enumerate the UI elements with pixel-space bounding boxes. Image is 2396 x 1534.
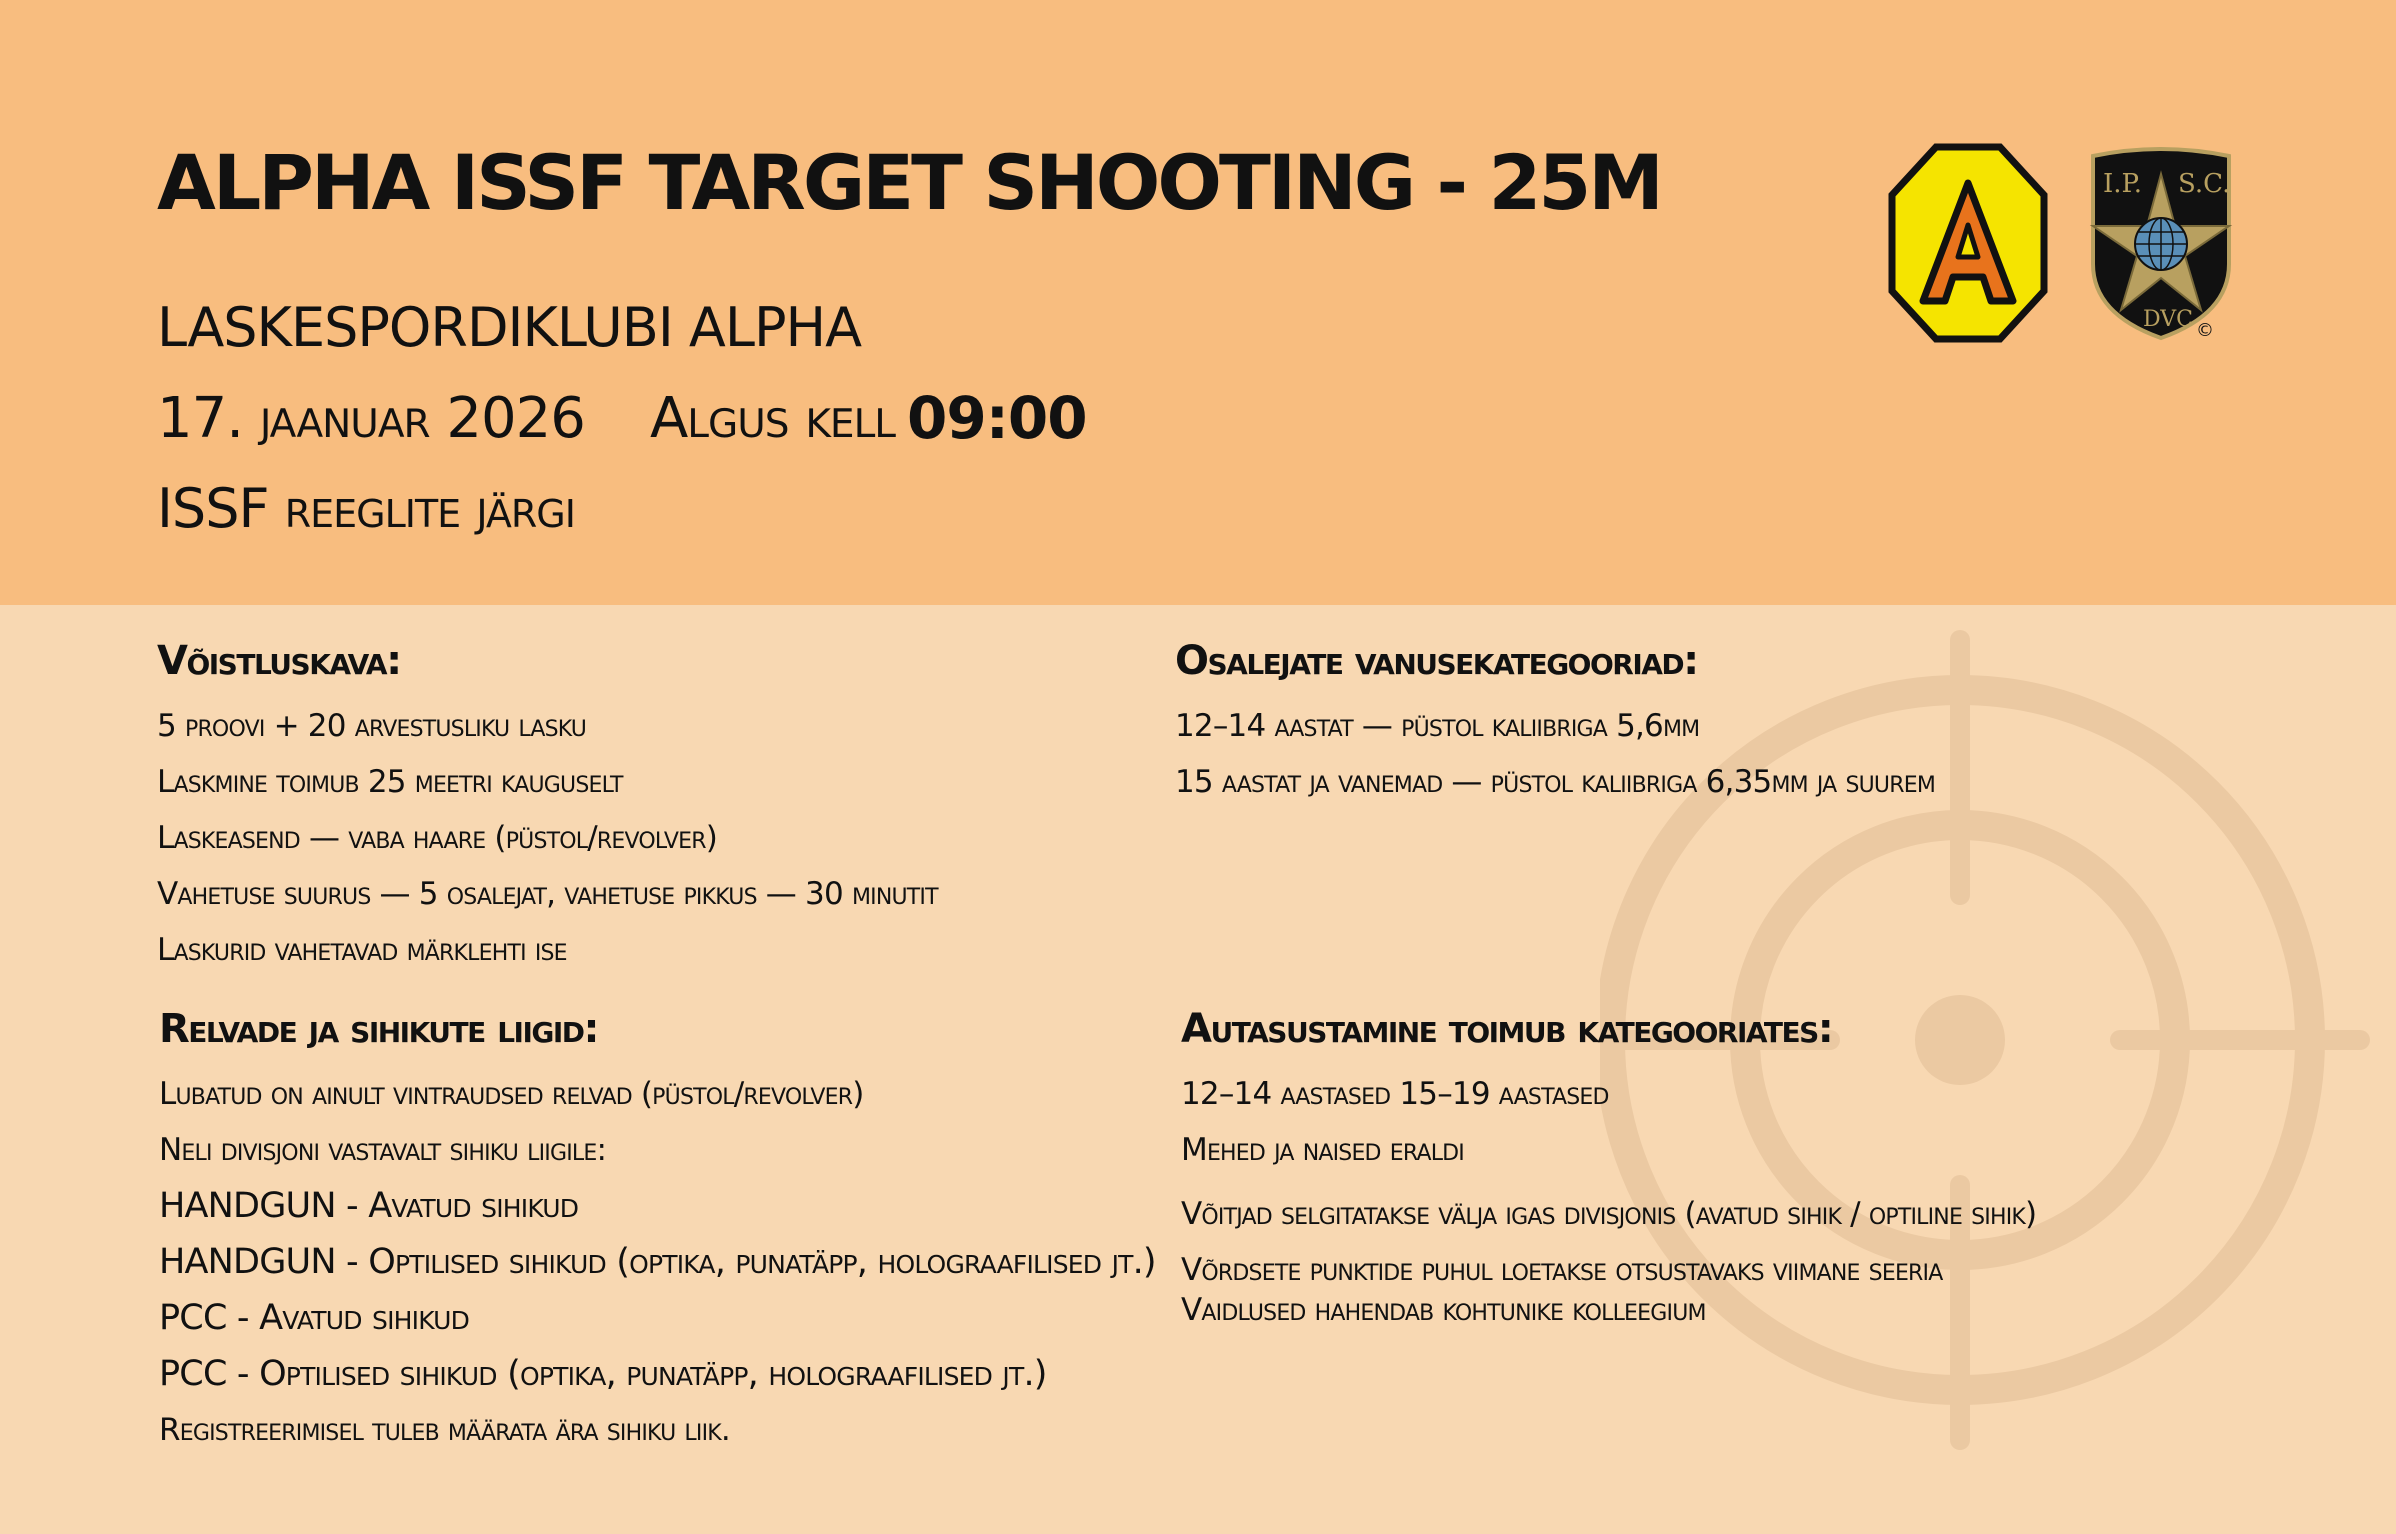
schedule-section (157, 638, 938, 978)
list-item: 12–14 aastat — püstol kaliibriga 5,6mm (1175, 708, 1700, 744)
event-date: 17. jaanuar 2026 (157, 386, 585, 451)
awards-section (1181, 1006, 2036, 1330)
list-item: Lubatud on ainult vintraudsed relvad (püstol/revolver) (159, 1076, 864, 1112)
list-item: PCC - Avatud sihikud (159, 1298, 470, 1338)
schedule-title: Võistluskava: (157, 638, 401, 684)
svg-text:I.P.: I.P. (2103, 169, 2143, 199)
list-item: Laskeasend — vaba haare (püstol/revolver) (157, 820, 718, 856)
list-item: Laskurid vahetavad märklehti ise (157, 932, 567, 968)
page-title: ALPHA ISSF TARGET SHOOTING - 25M (157, 138, 1661, 227)
list-item: Võitjad selgitatakse välja igas divisjonis (avatud sihik / optiline sihik) (1181, 1196, 2037, 1232)
list-item: 12–14 aastased 15–19 aastased (1181, 1076, 1609, 1112)
start-time: 09:00 (907, 384, 1087, 452)
weapons-section (159, 1006, 1156, 1458)
list-item: PCC - Optilised sihikud (optika, punatäpp, holograafilised jt.) (159, 1354, 1047, 1394)
list-item: Võrdsete punktide puhul loetakse otsustavaks viimane seeria (1181, 1252, 1943, 1288)
list-item: HANDGUN - Avatud sihikud (159, 1186, 579, 1226)
svg-text:DVC: DVC (2143, 307, 2193, 332)
list-item: Vahetuse suurus — 5 osalejat, vahetuse pikkus — 30 minutit (157, 876, 938, 912)
svg-text:S.C.: S.C. (2178, 169, 2231, 199)
awards-title: Autasustamine toimub kategooriates: (1181, 1006, 1833, 1052)
ipsc-logo (2083, 146, 2239, 344)
copyright-mark: © (2196, 320, 2214, 341)
list-item: 15 aastat ja vanemad — püstol kaliibriga 6,35mm ja suurem (1175, 764, 1936, 800)
list-item: Mehed ja naised eraldi (1181, 1132, 1464, 1168)
list-item: HANDGUN - Optilised sihikud (optika, punatäpp, holograafilised jt.) (159, 1242, 1156, 1282)
list-item: Registreerimisel tuleb määrata ära sihiku liik. (159, 1412, 730, 1448)
weapons-title: Relvade ja sihikute liigid: (159, 1006, 599, 1052)
start-label: Algus kell (650, 386, 896, 451)
list-item: Laskmine toimub 25 meetri kauguselt (157, 764, 623, 800)
list-item: 5 proovi + 20 arvestusliku lasku (157, 708, 587, 744)
categories-title: Osalejate vanusekategooriad: (1175, 638, 1698, 684)
rules-note: ISSF reeglite järgi (157, 477, 575, 540)
alpha-logo (1888, 143, 2048, 343)
categories-section (1175, 638, 1935, 810)
club-name: LASKESPORDIKLUBI ALPHA (157, 296, 862, 359)
list-item: Neli divisjoni vastavalt sihiku liigile: (159, 1132, 607, 1168)
list-item: Vaidlused hahendab kohtunike kolleegium (1181, 1292, 1706, 1328)
